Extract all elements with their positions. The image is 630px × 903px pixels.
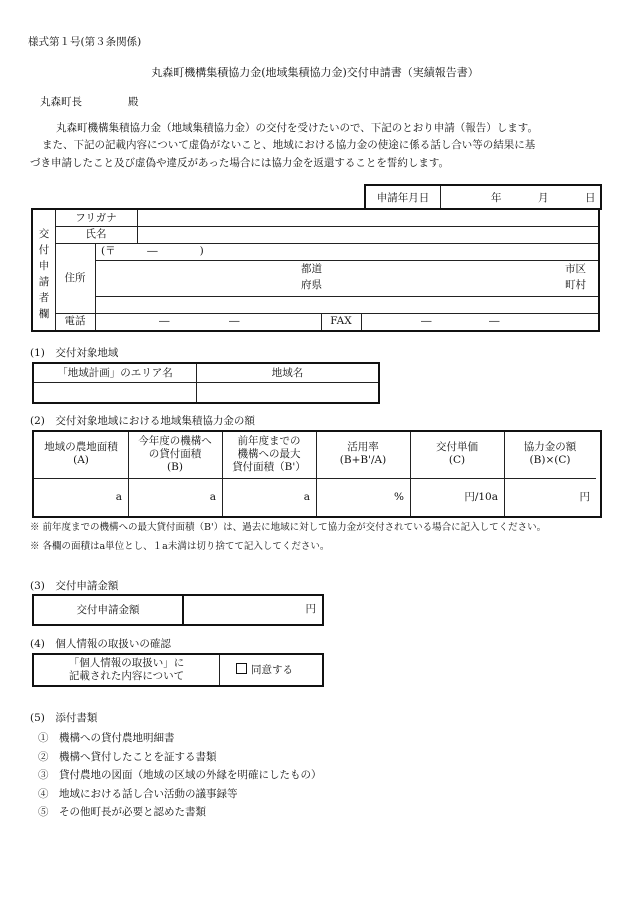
section2-col-5 xyxy=(410,432,505,516)
note-1: ※ 前年度までの機構への最大貸付面積（B'）は、過去に地域に対して協力金が交付されている場合に記入してください。 xyxy=(30,522,547,533)
area-name-field[interactable] xyxy=(34,383,197,402)
section2-col-6 xyxy=(504,432,596,516)
side-label-char: 申 xyxy=(38,260,50,272)
city-bottom: 町村 xyxy=(565,279,586,291)
section2-header-2-line: 今年度の機構へ xyxy=(138,435,212,447)
side-label-char: 交 xyxy=(38,228,50,240)
applicant-side-label xyxy=(33,210,56,330)
city-top: 市区 xyxy=(565,263,586,275)
furigana-label: フリガナ xyxy=(55,210,138,226)
section2-header-1-line: (A) xyxy=(73,454,89,466)
section2-header-4-line: (B+B'/A) xyxy=(339,454,387,466)
region-name-header: 地域名 xyxy=(197,364,378,383)
section2-unit-4: % xyxy=(394,491,404,503)
honorific: 殿 xyxy=(128,96,139,108)
attachment-item: ③ 貸付農地の図面（地域の区域の外縁を明確にしたもの） xyxy=(38,769,322,781)
furigana-field[interactable] xyxy=(137,210,598,226)
section4-heading: (4) 個人情報の取扱いの確認 xyxy=(30,638,171,650)
section4-table xyxy=(32,653,324,687)
area-name-header: 「地域計画」のエリア名 xyxy=(34,364,197,383)
addressee: 丸森町長 xyxy=(40,96,82,108)
phone-label: 電話 xyxy=(55,313,96,330)
section2-header-2-line: (B) xyxy=(167,461,183,473)
application-amount-field[interactable] xyxy=(184,596,322,624)
section2-value-6[interactable] xyxy=(504,479,596,516)
address-field[interactable] xyxy=(95,260,598,297)
side-label-char: 請 xyxy=(38,276,50,288)
privacy-label-line1: 「個人情報の取扱い」に xyxy=(68,657,185,669)
section2-header-3 xyxy=(222,432,316,479)
pref-top: 都道 xyxy=(301,263,322,275)
section2-header-2 xyxy=(128,432,222,479)
section3-table xyxy=(32,594,324,626)
applicant-box xyxy=(31,208,600,332)
intro-line-2: また、下記の記載内容について虚偽がないこと、地域における協力金の使途に係る話し合い等の結果に基 xyxy=(42,139,536,151)
section1-table xyxy=(32,362,380,404)
section2-header-6-line: (B)×(C) xyxy=(529,454,571,466)
section2-header-3-line: 貸付面積（B'） xyxy=(232,461,306,473)
intro-line-3: づき申請したこと及び虚偽や違反があった場合には協力金を返還することを誓約します。 xyxy=(30,157,450,169)
section2-unit-5: 円/10a xyxy=(464,491,498,503)
phone-field[interactable] xyxy=(95,313,322,330)
section2-value-1[interactable] xyxy=(34,479,128,516)
section2-heading: (2) 交付対象地域における地域集積協力金の額 xyxy=(30,415,255,427)
date-day: 日 xyxy=(585,192,596,204)
phone-dash-1: ― xyxy=(159,315,170,327)
phone-dash-2: ― xyxy=(229,315,240,327)
postal-code: (〒 ― ) xyxy=(101,245,204,257)
applicant-frame xyxy=(31,184,600,332)
side-label-char: 付 xyxy=(38,244,50,256)
fax-dash-1: ― xyxy=(421,315,432,327)
attachment-item: ② 機構へ貸付したことを証する書類 xyxy=(38,750,217,763)
privacy-agree-option[interactable] xyxy=(220,655,322,685)
section2-unit-1: a xyxy=(115,491,122,503)
fax-dash-2: ― xyxy=(489,315,500,327)
section2-header-5 xyxy=(410,432,504,479)
attachment-item: ④ 地域における話し合い活動の議事録等 xyxy=(38,787,238,800)
pref-bottom: 府県 xyxy=(301,279,322,291)
section5-heading: (5) 添付書類 xyxy=(30,712,98,724)
fax-field[interactable] xyxy=(361,313,598,330)
name-field[interactable] xyxy=(137,226,598,243)
section2-header-6-line: 協力金の額 xyxy=(523,441,577,453)
side-label-char: 者 xyxy=(38,292,50,304)
amount-unit: 円 xyxy=(305,603,316,615)
section2-col-3 xyxy=(222,432,317,516)
date-year: 年 xyxy=(491,192,502,204)
section2-header-3-line: 前年度までの xyxy=(237,435,301,447)
fax-label: FAX xyxy=(321,313,362,330)
section2-col-2 xyxy=(128,432,223,516)
section2-unit-2: a xyxy=(209,491,216,503)
section3-heading: (3) 交付申請金額 xyxy=(30,580,119,592)
privacy-label-line2: 記載された内容について xyxy=(68,670,185,682)
section2-header-6 xyxy=(504,432,596,479)
privacy-label xyxy=(34,655,220,685)
date-month: 月 xyxy=(538,192,549,204)
date-row xyxy=(364,184,602,210)
section2-value-3[interactable] xyxy=(222,479,316,516)
side-label-char: 欄 xyxy=(38,308,50,320)
agree-checkbox[interactable] xyxy=(236,663,247,674)
section2-unit-6: 円 xyxy=(579,491,590,503)
section2-table xyxy=(32,430,602,518)
section1-heading: (1) 交付対象地域 xyxy=(30,347,119,359)
address-line-2[interactable] xyxy=(95,296,598,313)
name-label: 氏名 xyxy=(55,226,138,243)
form-number: 様式第１号(第３条関係) xyxy=(28,36,142,48)
postal-field[interactable] xyxy=(95,243,598,261)
address-label: 住所 xyxy=(55,243,96,313)
section2-header-5-line: (C) xyxy=(448,454,466,466)
section2-value-5[interactable] xyxy=(410,479,504,516)
attachment-item: ① 機構への貸付農地明細書 xyxy=(38,732,175,744)
section2-unit-3: a xyxy=(303,491,310,503)
intro-line-1: 丸森町機構集積協力金（地域集積協力金）の交付を受けたいので、下記のとおり申請（報告）します。 xyxy=(56,122,538,134)
application-amount-label: 交付申請金額 xyxy=(34,596,184,624)
date-label: 申請年月日 xyxy=(366,186,441,210)
section2-header-1-line: 地域の農地面積 xyxy=(44,441,118,453)
region-name-field[interactable] xyxy=(197,383,378,402)
document-title: 丸森町機構集積協力金(地域集積協力金)交付申請書（実績報告書） xyxy=(151,66,479,79)
section2-col-1 xyxy=(34,432,129,516)
agree-label: 同意する xyxy=(251,664,293,676)
section2-header-2-line: の貸付面積 xyxy=(148,448,202,460)
section2-header-4 xyxy=(316,432,410,479)
attachment-item: ⑤ その他町長が必要と認めた書類 xyxy=(38,806,206,818)
section2-header-3-line: 機構への最大 xyxy=(237,448,301,460)
section2-value-4[interactable] xyxy=(316,479,410,516)
note-2: ※ 各欄の面積はa単位とし、１a未満は切り捨てて記入してください。 xyxy=(30,541,330,552)
section2-value-2[interactable] xyxy=(128,479,222,516)
section2-col-4 xyxy=(316,432,411,516)
section2-header-5-line: 交付単価 xyxy=(436,441,478,453)
section2-header-1 xyxy=(34,432,128,479)
section2-header-4-line: 活用率 xyxy=(347,441,379,453)
